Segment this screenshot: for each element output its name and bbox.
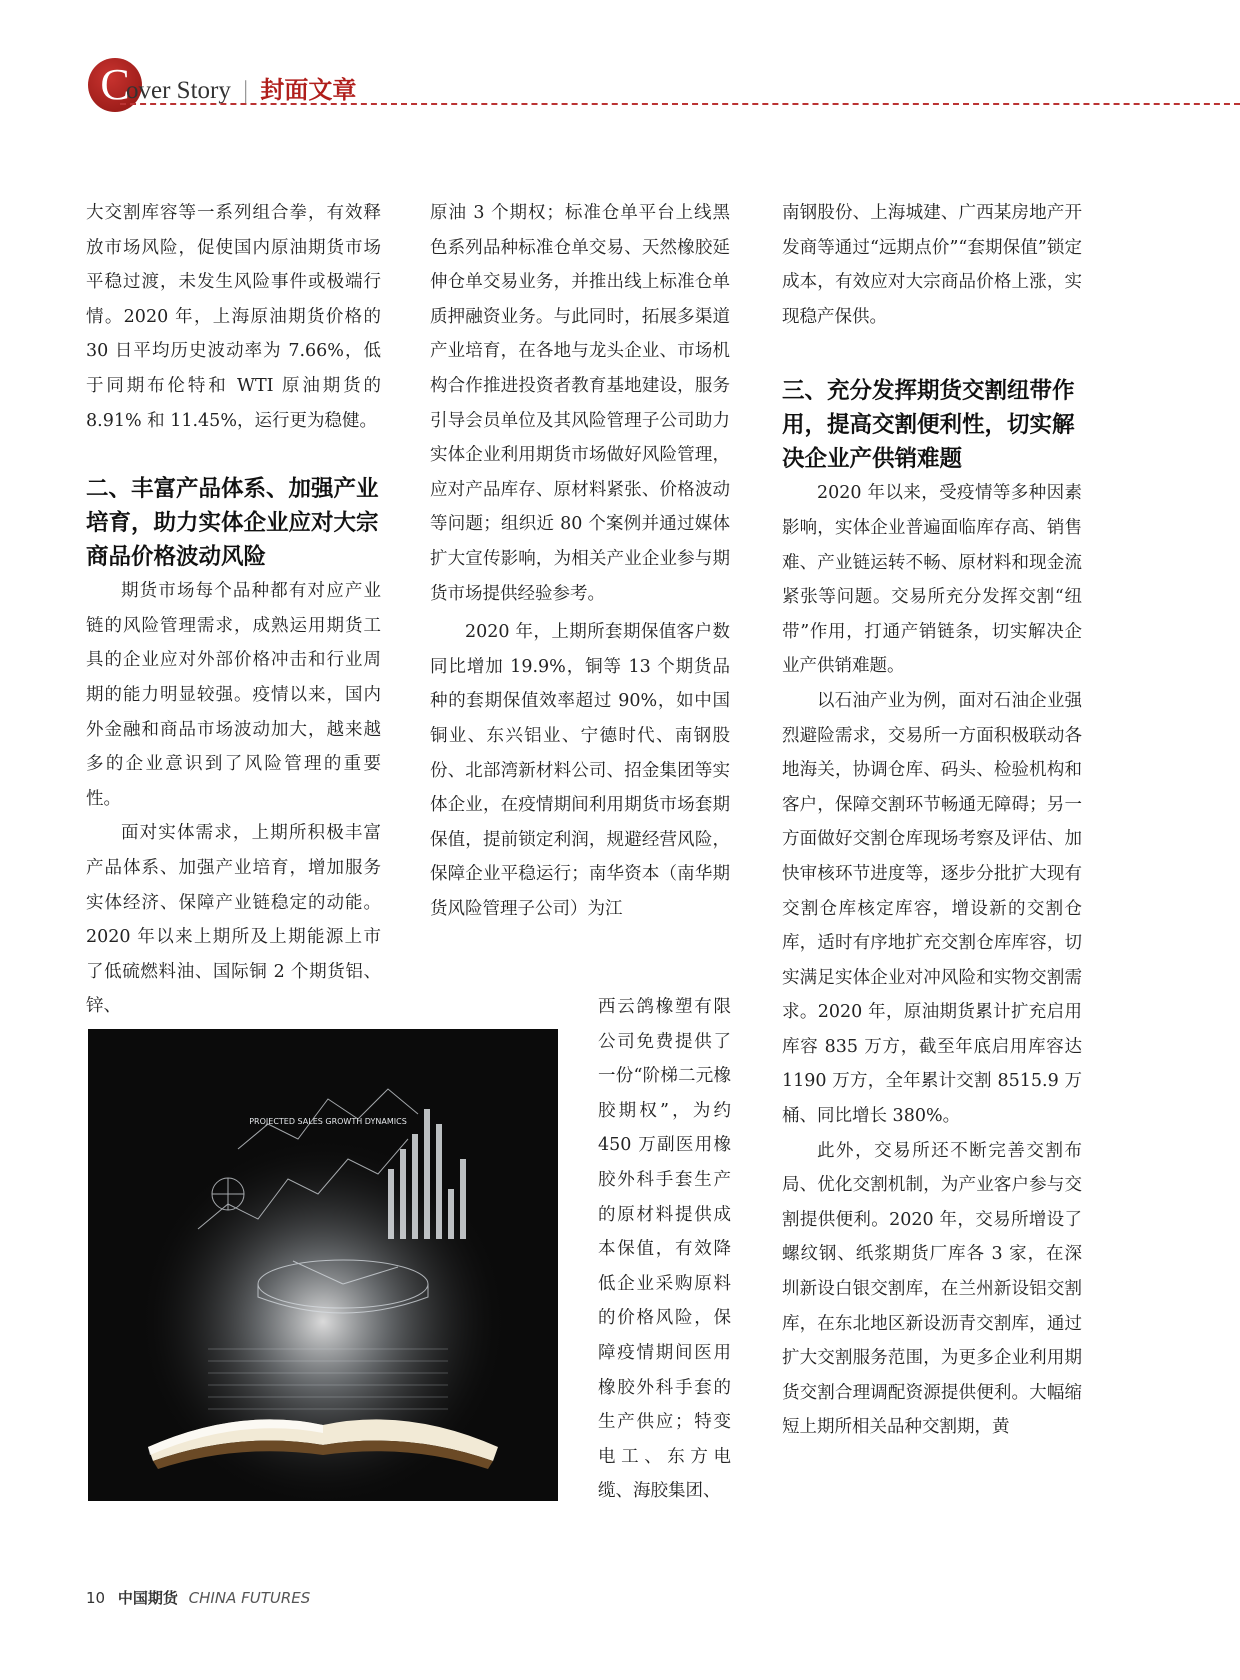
section-separator: |: [243, 77, 249, 104]
book-with-charts-illustration: [88, 1029, 558, 1501]
section-title: [126, 70, 356, 105]
page-footer: [86, 1587, 310, 1608]
page-number: 10: [86, 1589, 106, 1607]
section-title-en: over Story: [126, 77, 231, 104]
magazine-name-cn: 中国期货: [117, 1589, 178, 1607]
paragraph: 西云鸽橡塑有限公司免费提供了一份“阶梯二元橡胶期权”，为约 450 万副医用橡胶外科手套生产的原材料提供成本保值，有效降低企业采购原料的价格风险，保障疫情期间医用橡胶外科手套的生产供应；特变电工、东方电缆、海胶集团、: [598, 997, 731, 1502]
column-3: [782, 196, 1082, 1445]
column-2: [430, 196, 730, 926]
column-1: [86, 196, 381, 1024]
paragraph: 南钢股份、上海城建、广西某房地产开发商等通过“远期点价”“套期保值”锁定成本，有效应对大宗商品价格上涨，实现稳产保供。: [782, 203, 1082, 327]
cover-story-logo-letter: C: [88, 58, 142, 112]
header-dashed-rule: [120, 103, 1240, 105]
paragraph: 期货市场每个品种都有对应产业链的风险管理需求，成熟运用期货工具的企业应对外部价格冲击和行业周期的能力明显较强。疫情以来，国内外金融和商品市场波动加大，越来越多的企业意识到了风险管理的重要性。: [86, 581, 381, 809]
page-header: [80, 56, 1240, 116]
section-title-cn: 封面文章: [260, 76, 357, 104]
paragraph: 此外，交易所还不断完善交割布局、优化交割机制，为产业客户参与交割提供便利。2020 年，交易所增设了螺纹钢、纸浆期货厂库各 3 家，在深圳新设白银交割库，在兰州新设铝交割库，在东北地区新设沥青交割库，通过扩大交割服务范围，为更多企业利用期货交割合理调配资源提供便利。大幅缩短上期所相关品种交割期，黄: [782, 1140, 1082, 1438]
paragraph: 以石油产业为例，面对石油企业强烈避险需求，交易所一方面积极联动各地海关，协调仓库、码头、检验机构和客户，保障交割环节畅通无障碍；另一方面做好交割仓库现场考察及评估、加快审核环节进度等，逐步分批扩大现有交割仓库核定库容，增设新的交割仓库，适时有序地扩充交割仓库库容，切实满足实体企业对冲风险和实物交割需求。2020 年，原油期货累计扩充启用库容 835 万方，截至年底启用库容达 1190 万方，全年累计交割 8515.9 万桶、同比增长 380%。: [782, 690, 1082, 1127]
section-heading-3: 三、充分发挥期货交割纽带作用，提高交割便利性，切实解决企业产供销难题: [782, 378, 1075, 473]
column-2-wrap: [598, 990, 731, 1509]
chart-title-text: PROJECTED SALES GROWTH DYNAMICS: [249, 1117, 407, 1126]
paragraph: 2020 年以来，受疫情等多种因素影响，实体企业普遍面临库存高、销售难、产业链运转不畅、原材料和现金流紧张等问题。交易所充分发挥交割“纽带”作用，打通产销链条，切实解决企业产供销难题。: [782, 483, 1082, 677]
paragraph: 面对实体需求，上期所积极丰富产品体系、加强产业培育，增加服务实体经济、保障产业链稳定的动能。2020 年以来上期所及上期能源上市了低硫燃料油、国际铜 2 个期货铝、锌、: [86, 823, 381, 1017]
paragraph: 原油 3 个期权；标准仓单平台上线黑色系列品种标准仓单交易、天然橡胶延伸仓单交易业务，并推出线上标准仓单质押融资业务。与此同时，拓展多渠道产业培育，在各地与龙头企业、市场机构合作推进投资者教育基地建设，服务引导会员单位及其风险管理子公司助力实体企业利用期货市场做好风险管理，应对产品库存、原材料紧张、价格波动等问题；组织近 80 个案例并通过媒体扩大宣传影响，为相关产业企业参与期货市场提供经验参考。: [430, 203, 730, 604]
magazine-name-en: CHINA FUTURES: [188, 1589, 311, 1607]
paragraph: 大交割库容等一系列组合拳，有效释放市场风险，促使国内原油期货市场平稳过渡，未发生风险事件或极端行情。2020 年，上海原油期货价格的 30 日平均历史波动率为 7.66%，低于同期布伦特和 WTI 原油期货的 8.91% 和 11.45%，运行更为稳健。: [86, 203, 381, 431]
section-heading-2: 二、丰富产品体系、加强产业培育，助力实体企业应对大宗商品价格波动风险: [86, 476, 379, 571]
open-book-icon: [88, 1029, 558, 1501]
paragraph: 2020 年，上期所套期保值客户数同比增加 19.9%，铜等 13 个期货品种的套期保值效率超过 90%，如中国铜业、东兴铝业、宁德时代、南钢股份、北部湾新材料公司、招金集团等实体企业，在疫情期间利用期货市场套期保值，提前锁定利润，规避经营风险，保障企业平稳运行；南华资本（南华期货风险管理子公司）为江: [430, 622, 730, 919]
